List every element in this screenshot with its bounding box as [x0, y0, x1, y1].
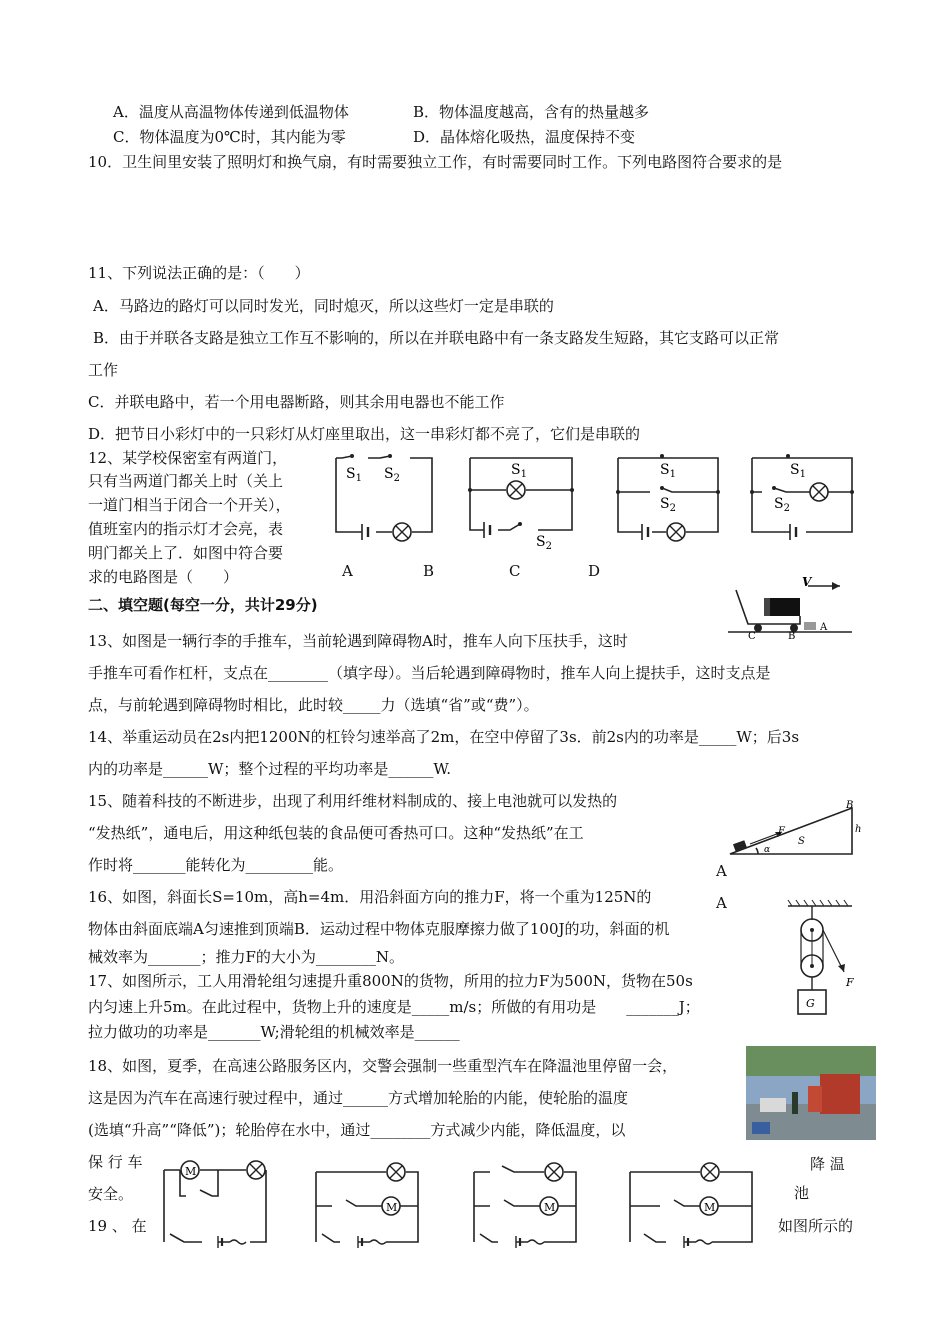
q9-option-d: D．晶体熔化吸热，温度保持不变 [413, 128, 636, 146]
q12-circuit-b [466, 452, 576, 552]
q18-line5: 安全。 [88, 1185, 134, 1203]
svg-text:S2: $S_2$ [660, 496, 676, 514]
q12-line: 12、某学校保密室有两道门， [88, 449, 288, 467]
svg-text:M: M [185, 1165, 197, 1178]
q9-option-b: B．物体温度越高，含有的热量越多 [413, 103, 650, 121]
q12-circuit-a [332, 452, 437, 540]
svg-text:S1: $S_1$ [511, 462, 527, 480]
q19-lead: 19 、 在 [88, 1217, 147, 1235]
svg-text:S1: $S_1$ [790, 462, 806, 480]
svg-text:S2: $S_2$ [774, 496, 790, 514]
svg-text:M: M [386, 1201, 398, 1214]
photo-caption-line1: 降 温 [810, 1155, 845, 1173]
q11-option-d: D．把节日小彩灯中的一只彩灯从灯座里取出，这一串彩灯都不亮了，它们是串联的 [88, 425, 641, 443]
side-label-a1: A [716, 862, 727, 880]
q15-line3: 作时将_______能转化为_________能。 [88, 856, 344, 874]
q11-option-b-line2: 工作 [88, 361, 119, 379]
q18-line2: 这是因为汽车在高速行驶过程中，通过______方式增加轮胎的内能，使轮胎的温度 [88, 1089, 629, 1107]
q18-line1: 18、如图，夏季，在高速公路服务区内，交警会强制一些重型汽车在降温池里停留一会， [88, 1057, 678, 1075]
q12-label-a: A [342, 562, 353, 580]
q14-line1: 14、举重运动员在2s内把1200N的杠铃匀速举高了2m，在空中停留了3s．前2s内的功率是_____W；后3s [88, 728, 800, 746]
q18-line3: (选填“升高”“降低”)；轮胎停在水中，通过________方式减少内能，降低温度，以 [88, 1121, 626, 1139]
q19-circuit-d [626, 1160, 756, 1248]
q16-incline-figure [728, 800, 862, 860]
q11-option-b-line1: B．由于并联各支路是独立工作互不影响的，所以在并联电路中有一条支路发生短路，其它支路可以正常 [93, 329, 780, 347]
q12-line: 只有当两道门都关上时（关上 [88, 472, 284, 490]
q10-text: 10．卫生间里安装了照明灯和换气扇，有时需要独立工作，有时需要同时工作。下列电路图符合要求的是 [88, 153, 783, 171]
q15-line2: “发热纸”，通电后，用这种纸包装的食品便可香热可口。这种“发热纸”在工 [88, 824, 584, 842]
q12-circuit-c [614, 452, 722, 540]
q19-circuit-a [160, 1160, 270, 1248]
q12-label-c: C [509, 562, 521, 580]
q13-line1: 13、如图是一辆行李的手推车，当前轮遇到障碍物A时，推车人向下压扶手，这时 [88, 632, 628, 650]
q17-line2: 内匀速上升5m。在此过程中，货物上升的速度是_____m/s；所做的有用功是 _______J； [88, 998, 700, 1016]
svg-text:V: V [802, 575, 812, 589]
q12-circuit-d [748, 452, 856, 540]
svg-text:B: B [788, 631, 796, 642]
section-title: 二、填空题(每空一分，共计29分) [88, 596, 318, 614]
svg-text:S2: $S_2$ [384, 466, 400, 484]
svg-text:G: G [806, 997, 815, 1010]
svg-text:M: M [704, 1201, 716, 1214]
svg-text:S: S [798, 836, 805, 847]
q16-line1: 16、如图，斜面长S=10m，高h=4m．用沿斜面方向的推力F，将一个重为125N的 [88, 888, 652, 906]
svg-text:S1: $S_1$ [660, 462, 676, 480]
svg-text:B: B [846, 800, 854, 811]
side-label-a2: A [716, 894, 727, 912]
svg-text:S1: $S_1$ [346, 466, 362, 484]
q11-option-c: C．并联电路中，若一个用电器断路，则其余用电器也不能工作 [88, 393, 505, 411]
svg-text:A: A [820, 622, 828, 633]
q19-circuit-c [470, 1160, 580, 1248]
q17-pulley-figure [784, 900, 864, 1020]
q12-line: 一道门相当于闭合一个开关）， [88, 496, 291, 514]
svg-text:F: F [846, 976, 854, 989]
svg-text:h: h [855, 824, 862, 835]
q12-line: 明门都关上了．如图中符合要 [88, 544, 284, 562]
q14-line2: 内的功率是______W；整个过程的平均功率是______W. [88, 760, 451, 778]
q12-label-b: B [423, 562, 435, 580]
q11-option-a: A．马路边的路灯可以同时发光，同时熄灭，所以这些灯一定是串联的 [93, 297, 554, 315]
q11-stem: 11、下列说法正确的是：（ ） [88, 264, 310, 282]
q12-label-d: D [588, 562, 601, 580]
q12-line: 值班室内的指示灯才会亮，表 [88, 520, 284, 538]
cooling-pool-photo [746, 1046, 876, 1140]
photo-caption-line2: 池 [794, 1184, 810, 1202]
svg-text:C: C [748, 631, 756, 642]
q16-line3: 械效率为_______；推力F的大小为________N。 [88, 948, 405, 966]
q19-circuit-b [312, 1160, 422, 1248]
q9-option-c: C．物体温度为0℃时，其内能为零 [113, 128, 346, 146]
svg-text:F: F [778, 826, 785, 837]
q13-cart-figure [728, 575, 852, 642]
q13-line2: 手推车可看作杠杆，支点在________（填字母）。当后轮遇到障碍物时，推车人向上提扶手，这时支点是 [88, 664, 771, 682]
q13-line3: 点，与前轮遇到障碍物时相比，此时较_____力（选填“省”或“费”）。 [88, 696, 539, 714]
q9-option-a: A．温度从高温物体传递到低温物体 [113, 103, 349, 121]
q17-line1: 17、如图所示，工人用滑轮组匀速提升重800N的货物，所用的拉力F为500N，货物在50s [88, 972, 693, 990]
q15-line1: 15、随着科技的不断进步，出现了利用纤维材料制成的、接上电池就可以发热的 [88, 792, 618, 810]
q12-line: 求的电路图是（ ） [88, 568, 239, 586]
q17-line3: 拉力做功的功率是_______W;滑轮组的机械效率是______ [88, 1023, 460, 1041]
svg-text:α: α [764, 845, 771, 855]
svg-text:M: M [544, 1201, 556, 1214]
q18-line4: 保 行 车 [88, 1153, 143, 1171]
q19-tail: 如图所示的 [778, 1217, 854, 1235]
svg-text:S2: $S_2$ [536, 534, 552, 552]
q16-line2: 物体由斜面底端A匀速推到顶端B．运动过程中物体克服摩擦力做了100J的功，斜面的机 [88, 920, 670, 938]
